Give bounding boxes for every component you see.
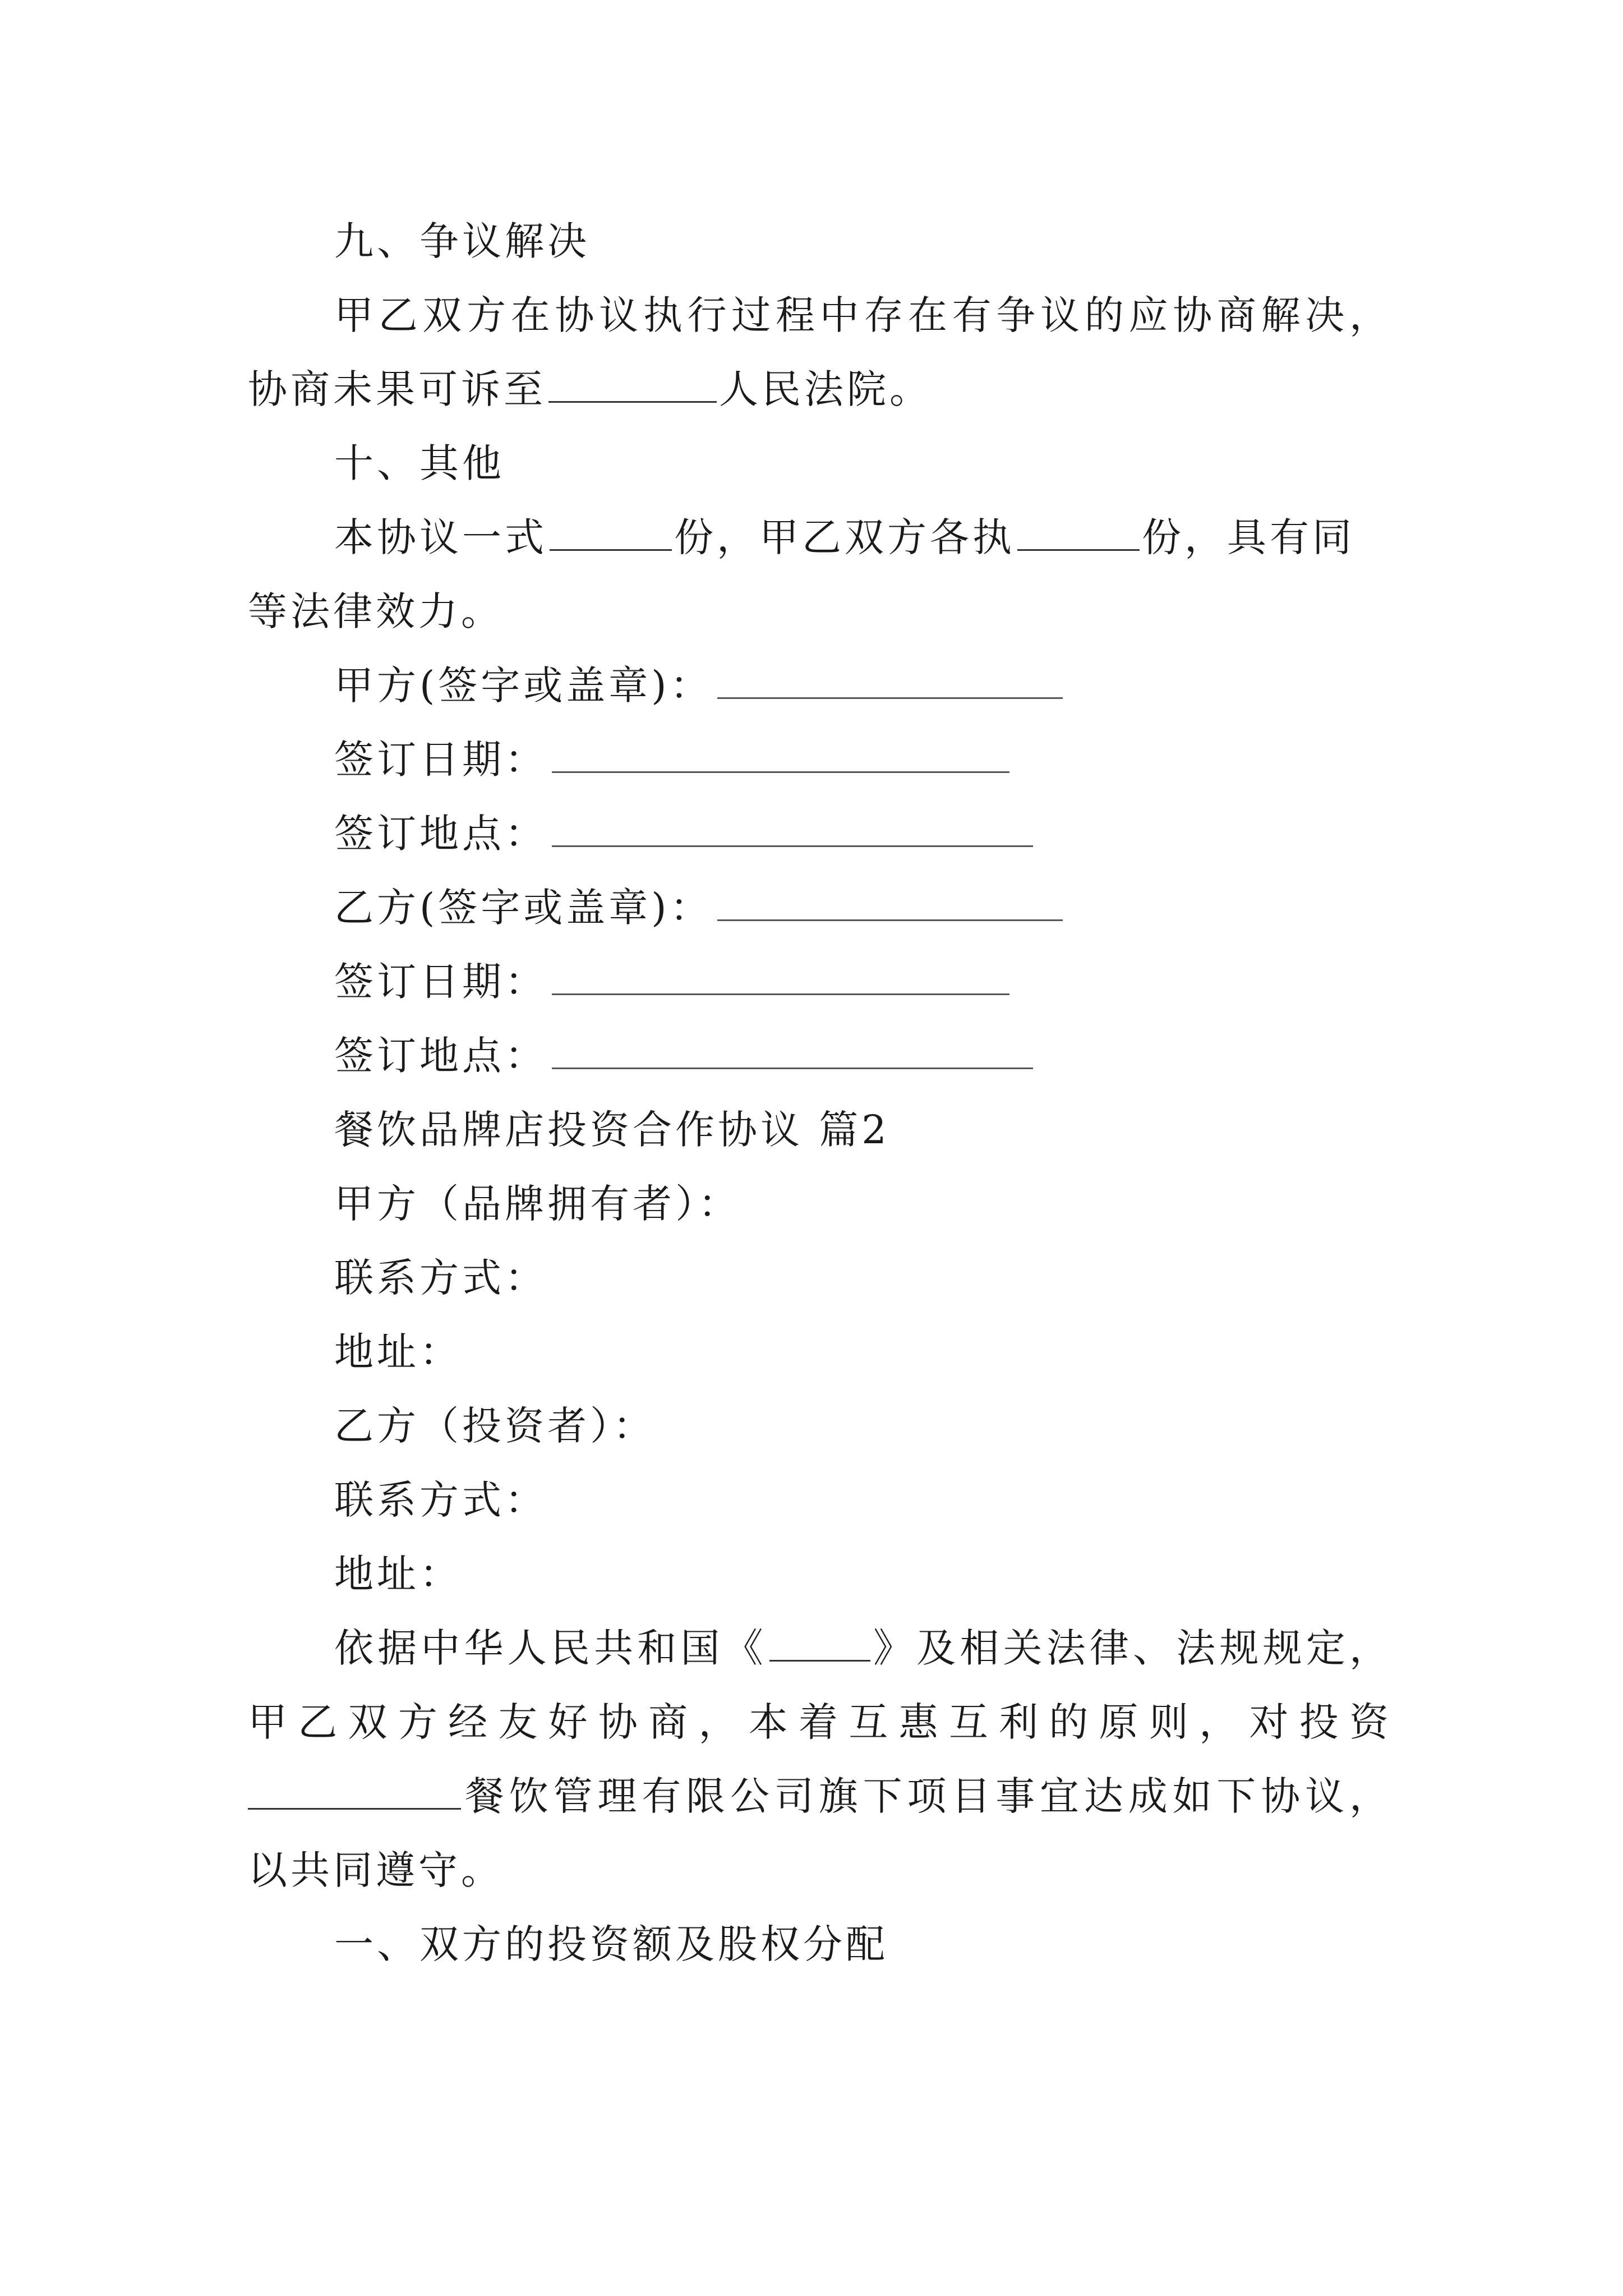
section-1-heading	[334, 1916, 1501, 1972]
party-b-address-line	[334, 1546, 1501, 1602]
party-b-date-blank	[552, 960, 1009, 995]
party-a-signature-line	[334, 657, 1501, 714]
party-a-contact-line	[334, 1250, 1501, 1306]
section-10-text-b: 等法律效力。	[248, 588, 504, 634]
company-name-blank	[248, 1773, 461, 1810]
section-9-text-b2: 人民法院。	[719, 366, 932, 412]
party-a-place-blank	[552, 812, 1033, 847]
party-a-date-label: 签订日期：	[334, 737, 547, 783]
party-a-date-blank	[552, 738, 1009, 773]
party-a-signature-blank	[717, 664, 1063, 699]
preamble-text-d: 以共同遵守。	[248, 1847, 504, 1893]
preamble-line-3	[248, 1768, 1392, 1824]
party-a-address-label: 地址：	[334, 1329, 462, 1375]
section-9-heading	[334, 213, 1501, 269]
party-b-date-line	[334, 954, 1501, 1010]
party-a-place-line	[334, 806, 1501, 862]
article-2-title	[334, 1102, 1501, 1158]
section-10-heading	[334, 435, 1501, 491]
copies-each-blank	[1017, 514, 1140, 551]
preamble-text-a2: 》及相关法律、法规规定，	[872, 1625, 1393, 1671]
party-b-place-label: 签订地点：	[334, 1033, 547, 1079]
section-9-paragraph-line-2	[248, 361, 1414, 417]
court-blank	[548, 366, 717, 403]
copies-blank	[550, 514, 672, 551]
section-9-paragraph-line-1	[334, 287, 1392, 343]
party-a-contact-label: 联系方式：	[334, 1255, 547, 1301]
section-10-paragraph-line-2	[248, 583, 1414, 639]
party-a-signature-label: 甲方(签字或盖章)：	[334, 662, 713, 708]
article-2-title-text: 餐饮品牌店投资合作协议 篇2	[334, 1107, 890, 1153]
section-10-paragraph-line-1	[334, 509, 1501, 565]
section-1-heading-text: 一、双方的投资额及股权分配	[334, 1921, 888, 1967]
preamble-line-1	[334, 1620, 1392, 1676]
party-b-signature-label: 乙方(签字或盖章)：	[334, 885, 713, 931]
section-9-text-b1: 协商未果可诉至	[248, 366, 546, 412]
party-b-contact-label: 联系方式：	[334, 1477, 547, 1523]
party-b-place-line	[334, 1028, 1501, 1084]
party-a-brand-owner-line	[334, 1176, 1501, 1232]
party-b-place-blank	[552, 1034, 1033, 1069]
preamble-text-b: 甲乙双方经友好协商，本着互惠互利的原则，对投资	[248, 1699, 1392, 1745]
party-b-signature-line	[334, 880, 1501, 936]
section-9-text-a: 甲乙双方在协议执行过程中存在有争议的应协商解决，	[334, 292, 1392, 338]
section-10-heading-text: 十、其他	[334, 440, 505, 486]
party-b-contact-line	[334, 1472, 1501, 1528]
party-a-date-line	[334, 731, 1501, 788]
party-b-date-label: 签订日期：	[334, 959, 547, 1005]
section-10-text-a2: 份，甲乙双方各执	[674, 514, 1015, 560]
preamble-text-c2: 餐饮管理有限公司旗下项目事宜达成如下协议，	[463, 1773, 1392, 1819]
section-10-text-a3: 份，具有同	[1142, 514, 1355, 560]
preamble-text-a1: 依据中华人民共和国《	[334, 1625, 767, 1671]
party-a-place-label: 签订地点：	[334, 811, 547, 857]
preamble-line-4	[248, 1842, 1414, 1898]
party-b-investor-line	[334, 1398, 1501, 1454]
section-10-text-a1: 本协议一式	[334, 514, 547, 560]
party-b-signature-blank	[717, 886, 1063, 921]
party-a-address-line	[334, 1324, 1501, 1380]
party-b-investor-label: 乙方（投资者）：	[334, 1403, 656, 1449]
section-9-heading-text: 九、争议解决	[334, 218, 590, 264]
party-b-address-label: 地址：	[334, 1551, 462, 1597]
party-a-brand-owner-label: 甲方（品牌拥有者）：	[334, 1181, 741, 1227]
preamble-line-2	[248, 1694, 1392, 1750]
law-name-blank	[769, 1625, 870, 1662]
